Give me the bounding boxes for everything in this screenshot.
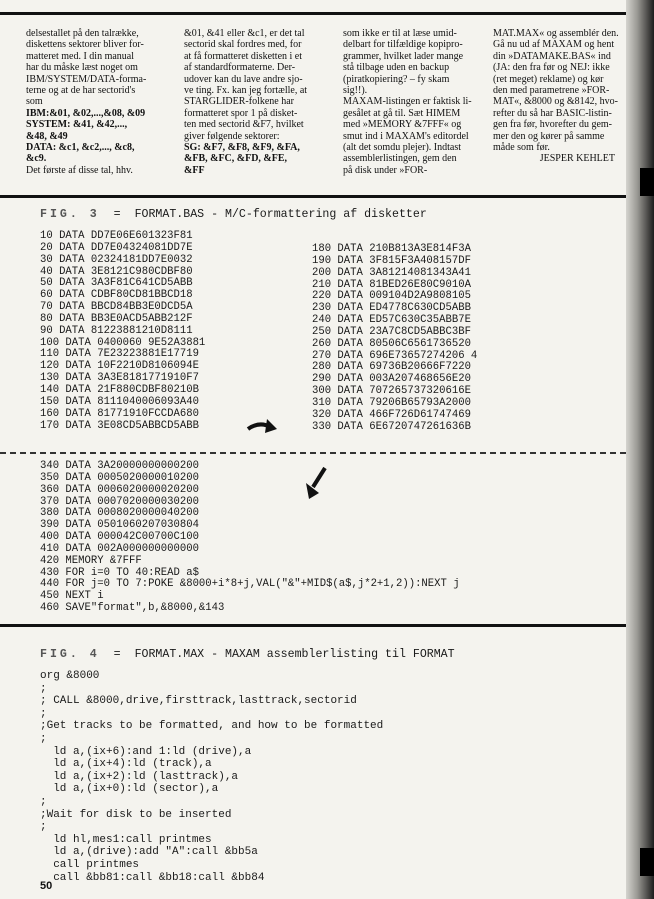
sector-list-line: SG: &F7, &F8, &F9, &FA, [184, 142, 300, 154]
text-line: formatteret spor 1 på disket- [184, 107, 298, 119]
code-line: 210 DATA 81BED26E80C9010A [312, 278, 471, 291]
code-line: 110 DATA 7E23223881E17719 [40, 348, 199, 361]
text-line: gen fra før, hvorefter du gem- [493, 119, 612, 131]
code-line: 260 DATA 80506C6561736520 [312, 337, 471, 350]
text-line: din »DATAMAKE.BAS« ind [493, 50, 611, 62]
text-line: diskettens sektorer bliver for- [26, 39, 144, 51]
code-line: 40 DATA 3E8121C980CDBF80 [40, 265, 193, 278]
text-line: (ret meget) reklame) og kør [493, 73, 604, 85]
code-line: 100 DATA 0400060 9E52A3881 [40, 336, 206, 349]
code-line: 50 DATA 3A3F81C641CD5ABB [40, 277, 193, 290]
code-line: 450 NEXT i [40, 590, 104, 603]
text-line: delsestallet på den talrække, [26, 28, 139, 39]
text-line: giver følgende sektorer: [184, 130, 280, 142]
spine-mark [640, 848, 654, 876]
code-line: 220 DATA 009104D2A9808105 [312, 290, 471, 303]
text-line: grammer, hvilket lader mange [343, 50, 464, 62]
article-text [0, 0, 626, 196]
fig4-title: FORMAT.MAX - MAXAM assemblerlisting til FORMAT [134, 648, 455, 661]
text-line: terne og at de har sectorid's [26, 85, 136, 97]
text-line: (JA: den fra før og NEJ: ikke [493, 62, 610, 74]
code-line: ; CALL &8000,drive,firsttrack,lasttrack,sectorid [40, 695, 357, 708]
code-line: 140 DATA 21F880CDBF80210B [40, 383, 199, 396]
text-line: har du måske læst noget om [26, 62, 138, 74]
fig3-continuation-divider [0, 452, 626, 454]
fig3-listing-left [40, 231, 205, 432]
top-rule [0, 12, 626, 15]
fig4-header: FIG. 4 = FORMAT.MAX - MAXAM assemblerlisting til FORMAT [40, 648, 455, 661]
article-column-4 [493, 28, 619, 165]
code-line: ld hl,mes1:call printmes [40, 833, 212, 846]
code-line: 160 DATA 81771910FCCDA680 [40, 407, 199, 420]
sector-list-line: &c9. [26, 153, 47, 165]
text-line: gesålet at gå til. Sæt HIMEM [343, 107, 461, 119]
code-line: 130 DATA 3A3E8181771910F7 [40, 372, 199, 385]
code-line: 120 DATA 10F2210D8106094E [40, 360, 199, 373]
text-line: som [26, 96, 43, 108]
text-line: STARGLIDER-folkene har [184, 96, 295, 108]
text-line: MAT«, &8000 og &8142, hvo- [493, 96, 618, 108]
code-line: 200 DATA 3A81214081343A41 [312, 266, 471, 279]
code-line: 410 DATA 002A000000000000 [40, 542, 199, 555]
fig3-header: FIG. 3 = FORMAT.BAS - M/C-formattering af disketter [40, 208, 427, 221]
code-line: ld a,(drive):add "A":call &bb5a [40, 846, 258, 859]
code-line: 70 DATA BBCD84BB3E0DCD5A [40, 301, 193, 314]
code-line: 430 FOR i=0 TO 40:READ a$ [40, 566, 199, 579]
sector-list-line: &48, &49 [26, 130, 68, 142]
fig4-label: FIG. 4 [40, 648, 100, 661]
text-line: at få formatteret disketten i et [184, 50, 303, 62]
code-line: 440 FOR j=0 TO 7:POKE &8000+i*8+j,VAL("&"+MID$(a$,j*2+1,2)):NEXT j [40, 578, 460, 591]
fig4-listing [40, 670, 383, 884]
code-line: ;Get tracks to be formatted, and how to be formatted [40, 720, 384, 733]
code-line: 80 DATA BB3E0ACD5ABB212F [40, 312, 193, 325]
code-line: 320 DATA 466F726D61747469 [312, 408, 471, 421]
code-line: 330 DATA 6E6720747261636B [312, 420, 471, 433]
text-line: af standardformaterne. Der- [184, 62, 296, 74]
text-line: sig!!). [343, 85, 368, 97]
code-line: 380 DATA 0008020000040200 [40, 507, 199, 520]
book-spine [626, 0, 654, 899]
code-line: ld a,(ix+0):ld (sector),a [40, 783, 219, 796]
code-line: ld a,(ix+2):ld (lasttrack),a [40, 770, 239, 783]
text-line: assemblerlistingen, gem den [343, 153, 457, 165]
code-line: 180 DATA 210B813A3E814F3A [312, 243, 471, 255]
code-line: call printmes [40, 858, 140, 871]
code-line: 360 DATA 0006020000020200 [40, 483, 199, 496]
curved-arrow-icon [245, 415, 279, 437]
code-line: ; [40, 707, 47, 720]
code-line: ; [40, 795, 47, 808]
text-line: matteret med. I din manual [26, 50, 135, 62]
code-line: 170 DATA 3E08CD5ABBCD5ABB [40, 419, 199, 432]
article-column-1 [26, 28, 174, 176]
code-line: 60 DATA CDBF80CD81BBCD18 [40, 289, 193, 302]
code-line: 340 DATA 3A20000000000200 [40, 460, 199, 472]
fig3-listing-continued [40, 461, 460, 615]
sector-list-line: &FF [184, 164, 205, 176]
code-line: ; [40, 821, 47, 834]
text-line: MAT.MAX« og assemblér den. [493, 28, 619, 39]
text-line: på disk under »FOR- [343, 164, 428, 176]
text-line: måde som før. [493, 142, 550, 154]
text-line: (alt det somdu plejer). Indtast [343, 142, 462, 154]
text-line: den med parametrene »FOR- [493, 85, 610, 97]
fig3-listing-right [312, 244, 477, 434]
code-line: 400 DATA 000042C00700C100 [40, 531, 199, 544]
text-line: ten med sectorid &F7, hvilket [184, 119, 304, 131]
text-line: sectorid skal fordres med, for [184, 39, 302, 51]
code-line: 310 DATA 79206B65793A2000 [312, 396, 471, 409]
code-line: 270 DATA 696E73657274206 4 [312, 349, 478, 362]
text-line: refter du så har BASIC-listin- [493, 107, 612, 119]
text-line: Gå nu ud af MAXAM og hent [493, 39, 615, 51]
fig3-title: FORMAT.BAS - M/C-formattering af disketter [134, 208, 427, 221]
spine-mark [640, 168, 654, 196]
code-line: 150 DATA 8111040006093A40 [40, 395, 199, 408]
text-line: mer den og kører på samme [493, 130, 605, 142]
code-line: 250 DATA 23A7C8CD5ABBC3BF [312, 325, 471, 338]
code-line: 30 DATA 02324181DD7E0032 [40, 253, 193, 266]
author-signature: JESPER KEHLET [539, 153, 615, 165]
text-line: IBM/SYSTEM/DATA-forma- [26, 73, 147, 85]
code-line: 20 DATA DD7E04324081DD7E [40, 241, 193, 254]
code-line: 290 DATA 003A207468656E20 [312, 373, 471, 386]
sector-list-line: SYSTEM: &41, &42,..., [26, 119, 128, 131]
text-line: ve ting. Fx. kan jeg fortælle, at [184, 85, 308, 97]
divider-rule-2 [0, 624, 626, 627]
text-line: (piratkopiering? – fy skam [343, 73, 450, 85]
text-line: udover kan du lave andre sjo- [184, 73, 303, 85]
code-line: call &bb81:call &bb18:call &bb84 [40, 871, 265, 884]
text-line: stå tilbage uden en backup [343, 62, 450, 74]
code-line: ld a,(ix+6):and 1:ld (drive),a [40, 745, 252, 758]
code-line: ; [40, 732, 47, 745]
sector-list-line: DATA: &c1, &c2,..., &c8, [26, 142, 135, 154]
fig3-label: FIG. 3 [40, 208, 100, 221]
code-line: 230 DATA ED4778C630CD5ABB [312, 302, 471, 315]
text-line: Det første af disse tal, hhv. [26, 164, 133, 176]
code-line: 390 DATA 0501060207030804 [40, 519, 199, 532]
code-line: ld a,(ix+4):ld (track),a [40, 758, 212, 771]
code-line: 460 SAVE"format",b,&8000,&143 [40, 602, 225, 615]
code-line: 420 MEMORY &7FFF [40, 554, 142, 567]
text-line: smut ind i MAXAM's editordel [343, 130, 469, 142]
code-line: 10 DATA DD7E06E601323F81 [40, 230, 193, 242]
code-line: ;Wait for disk to be inserted [40, 808, 232, 821]
code-line: 350 DATA 0005020000010200 [40, 471, 199, 484]
code-line: 300 DATA 707265737320616E [312, 385, 471, 398]
sector-list-line: &FB, &FC, &FD, &FE, [184, 153, 288, 165]
article-column-2 [184, 28, 334, 176]
code-line: 280 DATA 69736B20666F7220 [312, 361, 471, 374]
page-number: 50 [40, 880, 53, 892]
code-line: 370 DATA 0007020000030200 [40, 495, 199, 508]
divider-rule [0, 195, 626, 198]
code-line: ; [40, 682, 47, 695]
text-line: &01, &41 eller &c1, er det tal [184, 28, 305, 39]
article-column-3 [343, 28, 483, 176]
text-line: med »MEMORY &7FFF« og [343, 119, 462, 131]
code-line: 240 DATA ED57C630C35ABB7E [312, 314, 471, 327]
text-line: som ikke er til at læse umid- [343, 28, 457, 39]
code-line: 90 DATA 81223881210D8111 [40, 324, 193, 337]
text-line: MAXAM-listingen er faktisk li- [343, 96, 472, 108]
code-line: org &8000 [40, 670, 100, 682]
text-line: delbart for tilfældige kopipro- [343, 39, 463, 51]
code-line: 190 DATA 3F815F3A408157DF [312, 254, 471, 267]
sector-list-line: IBM:&01, &02,...,&08, &09 [26, 107, 146, 119]
